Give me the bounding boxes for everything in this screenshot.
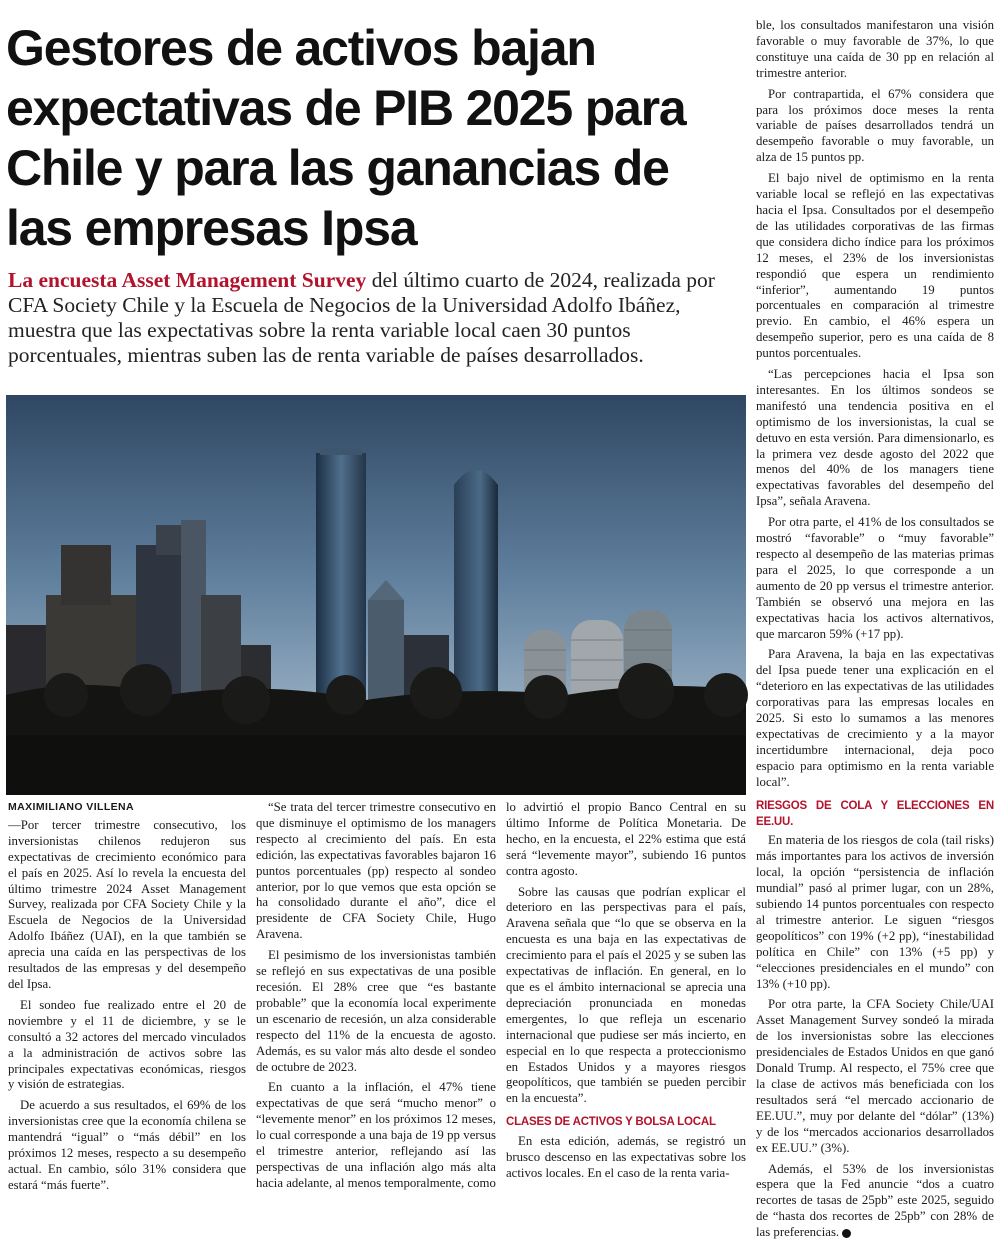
column-1	[8, 800, 246, 1199]
paragraph: De acuerdo a sus resultados, el 69% de los inversionistas cree que la economía chilena se mantendrá “igual” o “más débil” en los próximos 12 meses, respecto a su desempeño actual. En cambio, sólo 31% considera que estará “más fuerte”.	[8, 1098, 246, 1192]
paragraph: “Las percepciones hacia el Ipsa son interesantes. En los últimos sondeos se manifestó una tendencia positiva en el optimismo de los inversionistas, la cual se detuvo en esta versión. Para dimensionarlo, es la primera vez desde agosto del 2022 que menos del 40% de los managers tiene expectativas favorables del desempeño del Ipsa”, señala Aravena.	[756, 367, 994, 509]
paragraph: —Por tercer trimestre consecutivo, los inversionistas chilenos redujeron sus expectativas de crecimiento económico para el país en 2025. Así lo revela la encuesta del último trimestre 2024 Asset Management Survey, realizada por CFA Society Chile y la Escuela de Negocios de la Universidad Adolfo Ibáñez (UAI), en la que también se aprecia una caída en las perspectivas de los resultados de las empresas y del desempeño del Ipsa.	[8, 817, 246, 991]
end-of-article-icon	[842, 1229, 851, 1238]
paragraph: El sondeo fue realizado entre el 20 de noviembre y el 11 de diciembre, y se le consultó a 32 actores del mercado vinculados a la administración de activos sobre las principales expectativas económicas, riesgos y visión de estrategias.	[8, 997, 246, 1092]
column-3	[506, 800, 746, 1187]
paragraph: Además, el 53% de los inversionistas espera que la Fed anuncie “dos a cuatro recortes de tasas de 25pb” este 2025, seguido de “hasta dos recortes de 25pb” con 28% de las preferencias.	[756, 1161, 994, 1240]
paragraph: En materia de los riesgos de cola (tail risks) más importantes para los activos de inversión local, la opción “persistencia de inflación mundial” pasó al primer lugar, con un 28%, subiendo 14 puntos porcentuales con respecto al trimestre anterior. Le siguen “riesgos geopolíticos” con 19% (+2 pp), “inestabilidad política en Chile” con 13% (+5 pp) y “elecciones presidenciales en el mundo” con 13% (+10 pp).	[756, 833, 994, 991]
deck-rest: del último cuarto de 2024, realizada por CFA Society Chile y la Escuela de Negocios de la Universidad Adolfo Ibáñez, muestra que las expectativas sobre la renta variable local caen 30 puntos porcentuales, mientras suben las de renta variable de países desarrollados.	[8, 268, 715, 367]
city-skyline-photo	[6, 395, 746, 795]
paragraph: Para Aravena, la baja en las expectativas del Ipsa puede tener una explicación en el “deterioro en las expectativas de las utilidades corporativas para las empresas locales en 2025. Si esto lo sumamos a las menores expectativas de crecimiento y a la mayor incertidumbre internacional, deja poco espacio para optimismo en la renta variable local”.	[756, 647, 994, 789]
column-2	[256, 800, 496, 1197]
column-4	[756, 18, 994, 1246]
paragraph: Por contrapartida, el 67% considera que para los próximos doce meses la renta variable de países desarrollados tendrá un desempeño favorable o muy favorable, un alza de 15 puntos pp.	[756, 86, 994, 165]
paragraph: Por otra parte, el 41% de los consultados se mostró “favorable” o “muy favorable” respecto al desempeño de las materias primas para el 2025, lo que corresponde a un aumento de 20 pp versus el trimestre anterior. También se observó una mejora en las expectativas hacia los activos alternativos, que marcaron 59% (+17 pp).	[756, 515, 994, 641]
byline: MAXIMILIANO VILLENA	[8, 801, 135, 813]
headline: Gestores de activos bajan expectativas de PIB 2025 para Chile y para las ganancias de las empresas Ipsa	[6, 20, 686, 256]
paragraph: ble, los consultados manifestaron una visión favorable o muy favorable de 37%, lo que constituye una caída de 30 pp en relación al trimestre anterior.	[756, 18, 994, 80]
paragraph: En cuanto a la inflación, el 47% tiene expectativas de que será “mucho menor” o “levemente menor” en los próximos 12 meses, lo cual corresponde a una baja de 19 pp versus el trimestre anterior, reflejando así las perspectivas de una inflación algo más alta hacia adelante, al menos temporalmente, como	[256, 1080, 496, 1190]
paragraph: Sobre las causas que podrían explicar el deterioro en las perspectivas para el país, Aravena señala que “lo que se observa en la encuesta es una baja en las expectativas de crecimiento para el país el 2025 y se suben las expectativas de inflación. En general, en lo que es el ámbito internacional se aprecia una depreciación pronunciada en monedas emergentes, lo que refleja un escenario internacional que pudiese ser más incierto, en especial en lo que respecta a proteccionismo en Estados Unidos y a mayores riesgos geopolíticos, que también se pueden percibir en la encuesta”.	[506, 884, 746, 1106]
paragraph: “Se trata del tercer trimestre consecutivo en que disminuye el optimismo de los managers respecto al crecimiento del país. En esta edición, las expectativas favorables bajaron 16 puntos porcentuales (pp) respecto al sondeo anterior, por lo que vemos que esta opción se ha consolidado durante el año”, dice el presidente de CFA Society Chile, Hugo Aravena.	[256, 800, 496, 942]
subhead-asset-classes: CLASES DE ACTIVOS Y BOLSA LOCAL	[506, 1116, 716, 1129]
deck-lead: La encuesta Asset Management Survey	[8, 268, 367, 292]
paragraph: El bajo nivel de optimismo en la renta variable local se reflejó en las expectativas hacia el Ipsa. Consultados por el desempeño de las utilidades corporativas de las firmas que considera dicho índice para los próximos 12 meses, el 23% de los inversionistas respondió que espera un rendimiento “inferior”, aumentando 19 puntos porcentuales en comparación al trimestre previo. En cambio, el 46% espera un desempeño superior, pero es una caída de 8 puntos porcentuales.	[756, 171, 994, 361]
subhead-tail-risks: RIESGOS DE COLA Y ELECCIONES EN EE.UU.	[756, 799, 994, 828]
paragraph: lo advirtió el propio Banco Central en su último Informe de Política Monetaria. De hecho, en la encuesta, el 22% estima que está será “levemente mayor”, subiendo 16 puntos contra agosto.	[506, 800, 746, 878]
paragraph: El pesimismo de los inversionistas también se reflejó en sus expectativas de una posible recesión. El 28% cree que “es bastante probable” que la economía local experimente un escenario de recesión, un alza considerable respecto del 11% de la encuesta de agosto. Además, es su valor más alto desde el sondeo de octubre de 2023.	[256, 948, 496, 1074]
paragraph: Por otra parte, la CFA Society Chile/UAI Asset Management Survey sondeó la mirada de los inversionistas sobre las elecciones presidenciales de Estados Unidos en que ganó Donald Trump. Al respecto, el 75% cree que la clase de activos más beneficiada con los resultados será “el mercado accionario de EE.UU.”, muy por delante del “dólar” (13%) y de los “mercados accionarios desarrollados ex EE.UU.” (3%).	[756, 997, 994, 1155]
deck	[8, 268, 748, 368]
paragraph: En esta edición, además, se registró un brusco descenso en las expectativas sobre los activos locales. En el caso de la renta varia-	[506, 1134, 746, 1180]
